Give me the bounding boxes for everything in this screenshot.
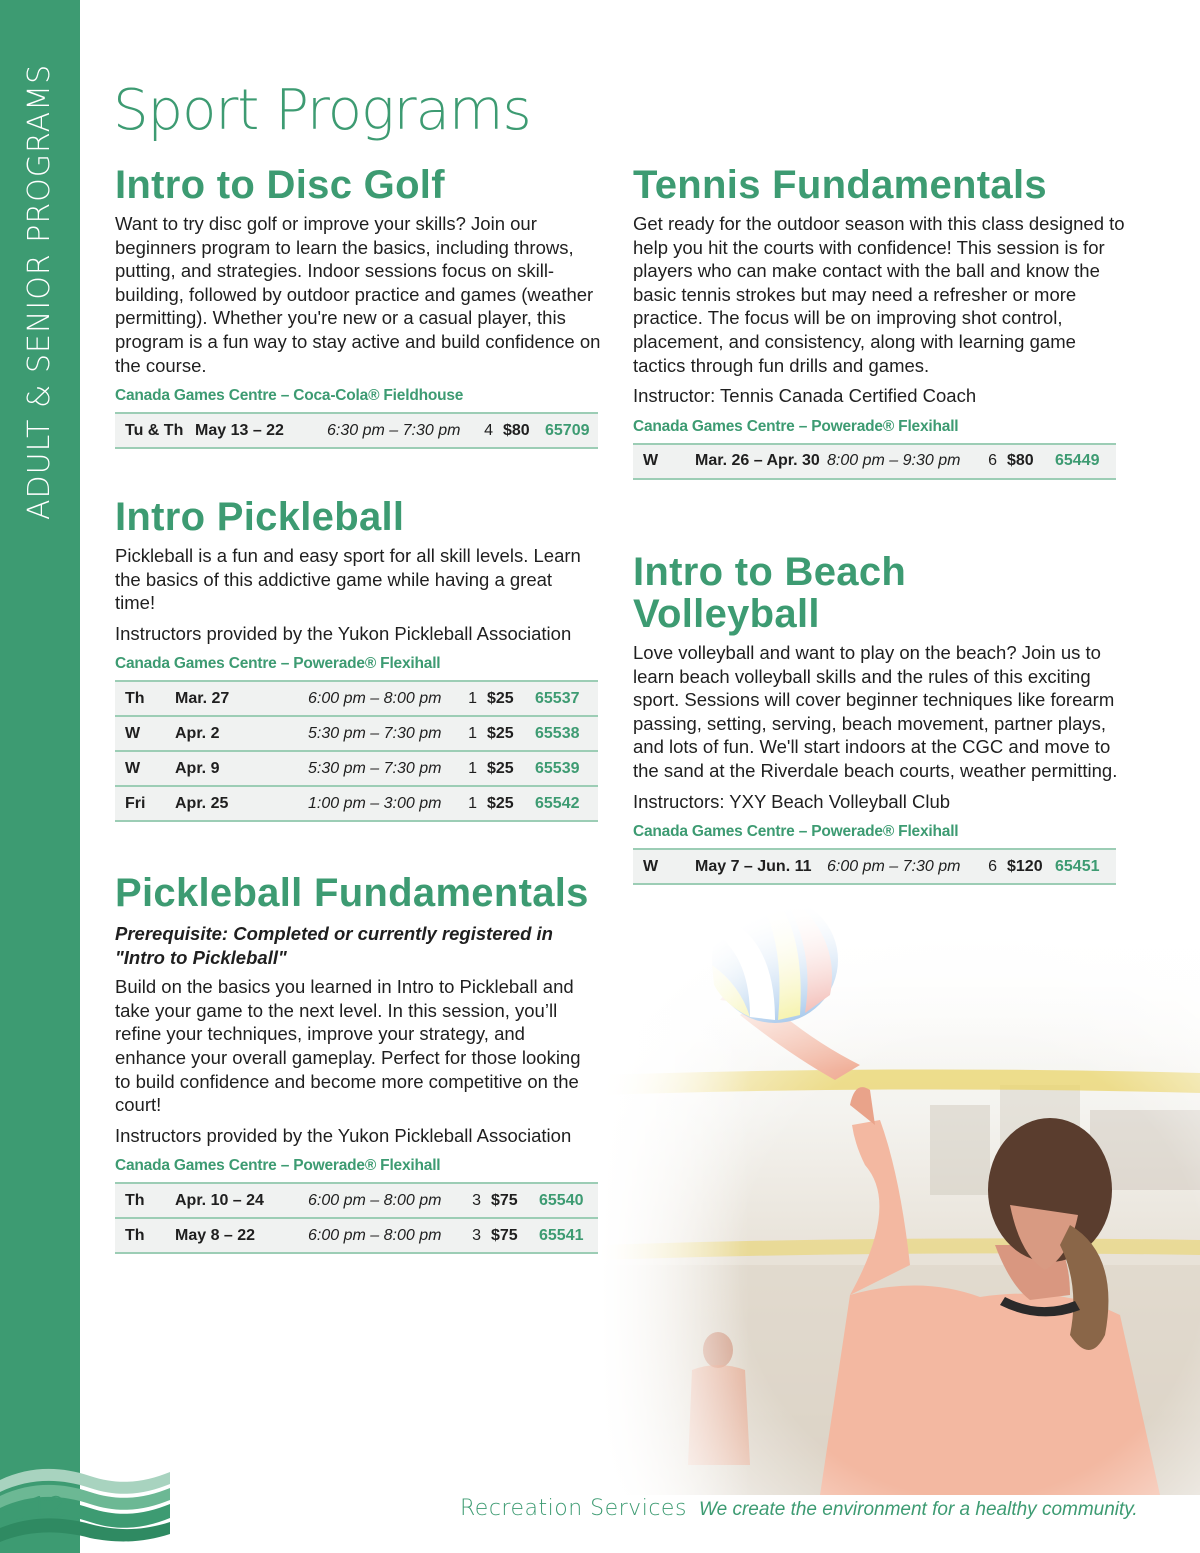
session-date: Apr. 2	[175, 716, 308, 751]
program-description: Build on the basics you learned in Intro to Pickleball and take your game to the next level. In this session, you’ll refine your techniques, improve your strategy, and enhance your overall gameplay. Perfect for those looking to build confidence and become more competitive on the court!	[115, 976, 581, 1116]
session-date: Apr. 25	[175, 786, 308, 821]
session-time: 6:00 pm – 8:00 pm	[308, 681, 453, 716]
session-price: $25	[487, 786, 535, 821]
table-row[interactable]	[115, 716, 598, 751]
session-date: Apr. 9	[175, 751, 308, 786]
page-number: 12	[30, 1490, 66, 1523]
program-beach-volleyball	[633, 551, 1133, 885]
program-title: Intro to Disc Golf	[115, 163, 445, 207]
session-date: May 7 – Jun. 11	[695, 849, 827, 884]
program-intro-pickleball	[115, 496, 615, 822]
session-day: W	[115, 751, 175, 786]
session-code: 65451	[1055, 849, 1116, 884]
page-title: Sport Programs	[113, 78, 531, 143]
session-count: 1	[453, 681, 487, 716]
session-count: 4	[467, 413, 503, 448]
table-row[interactable]	[115, 413, 598, 448]
session-count: 6	[967, 849, 1007, 884]
session-price: $120	[1007, 849, 1055, 884]
program-location: Canada Games Centre – Powerade® Flexihall	[633, 417, 959, 435]
session-date: Apr. 10 – 24	[175, 1183, 308, 1218]
schedule-table	[115, 680, 598, 822]
wave-decoration	[0, 1462, 170, 1542]
table-row[interactable]	[115, 786, 598, 821]
program-instructor: Instructors provided by the Yukon Pickleball Association	[115, 1124, 572, 1146]
session-date: May 13 – 22	[195, 413, 327, 448]
session-day: Th	[115, 681, 175, 716]
session-count: 6	[967, 444, 1007, 479]
program-tennis	[633, 164, 1133, 480]
session-code: 65539	[535, 751, 598, 786]
session-count: 1	[453, 786, 487, 821]
table-row[interactable]	[633, 849, 1116, 884]
session-code: 65709	[545, 413, 598, 448]
sidebar	[0, 0, 80, 1553]
table-row[interactable]	[115, 1218, 598, 1253]
session-time: 5:30 pm – 7:30 pm	[308, 751, 453, 786]
table-row[interactable]	[633, 444, 1116, 479]
table-row[interactable]	[115, 751, 598, 786]
schedule-table	[115, 412, 598, 449]
session-date: Mar. 27	[175, 681, 308, 716]
schedule-table	[115, 1182, 598, 1254]
session-day: W	[115, 716, 175, 751]
session-day: W	[633, 849, 695, 884]
footer	[460, 1495, 1138, 1521]
session-code: 65538	[535, 716, 598, 751]
session-count: 3	[453, 1218, 491, 1253]
program-location: Canada Games Centre – Powerade® Flexihall	[115, 1157, 441, 1175]
program-location: Canada Games Centre – Powerade® Flexihall	[633, 823, 959, 841]
volleyball-player-photo	[600, 905, 1200, 1495]
program-title: Intro Pickleball	[115, 495, 405, 539]
program-title-line1: Intro to Beach	[633, 550, 907, 594]
session-time: 6:00 pm – 8:00 pm	[308, 1218, 453, 1253]
program-description: Want to try disc golf or improve your skills? Join our beginners program to learn the basics, including throws, putting, and strategies. Indoor sessions focus on skill-building, followed by outdoor practice and games (weather permitting). Whether you're new or a casual player, this program is a fun way to stay active and build confidence on the course.	[115, 213, 601, 376]
session-time: 5:30 pm – 7:30 pm	[308, 716, 453, 751]
program-title	[633, 551, 1133, 635]
program-pickleball-fundamentals	[115, 872, 615, 1254]
session-day: Th	[115, 1218, 175, 1253]
session-time: 6:30 pm – 7:30 pm	[327, 413, 467, 448]
session-price: $25	[487, 751, 535, 786]
session-price: $25	[487, 681, 535, 716]
session-time: 8:00 pm – 9:30 pm	[827, 444, 967, 479]
section-label: ADULT & SENIOR PROGRAMS	[22, 63, 57, 520]
session-code: 65449	[1055, 444, 1116, 479]
program-instructor: Instructors provided by the Yukon Pickleball Association	[115, 622, 572, 644]
session-price: $25	[487, 716, 535, 751]
session-time: 6:00 pm – 7:30 pm	[827, 849, 967, 884]
session-day: Tu & Th	[115, 413, 195, 448]
footer-tagline: We create the environment for a healthy community.	[699, 1499, 1138, 1520]
program-description: Love volleyball and want to play on the beach? Join us to learn beach volleyball skills and the rules of this exciting sport. Sessions will cover beginner techniques like forearm passing, setting, serving, beach movement, partner plays, and lots of fun. We'll start indoors at the CGC and move to the sand at the Riverdale beach courts, weather permitting.	[633, 642, 1118, 781]
session-time: 1:00 pm – 3:00 pm	[308, 786, 453, 821]
session-price: $80	[503, 413, 545, 448]
schedule-table	[633, 848, 1116, 885]
program-description: Get ready for the outdoor season with this class designed to help you hit the courts with confidence! This session is for players who can make contact with the ball and know the basic tennis strokes but may need a refresher or more practice. The focus will be on improving shot control, placement, and consistency, along with learning game tactics through fun drills and games.	[633, 213, 1125, 376]
session-count: 1	[453, 751, 487, 786]
program-description: Pickleball is a fun and easy sport for all skill levels. Learn the basics of this addictive game while having a great time!	[115, 545, 581, 614]
session-price: $80	[1007, 444, 1055, 479]
program-title: Tennis Fundamentals	[633, 163, 1047, 207]
session-count: 3	[453, 1183, 491, 1218]
session-price: $75	[491, 1183, 539, 1218]
program-location: Canada Games Centre – Coca-Cola® Fieldhouse	[115, 387, 464, 405]
table-row[interactable]	[115, 681, 598, 716]
table-row[interactable]	[115, 1183, 598, 1218]
program-title: Pickleball Fundamentals	[115, 871, 589, 915]
schedule-table	[633, 443, 1116, 480]
program-title-line2: Volleyball	[633, 592, 820, 636]
session-count: 1	[453, 716, 487, 751]
session-code: 65542	[535, 786, 598, 821]
session-day: Th	[115, 1183, 175, 1218]
program-instructor: Instructors: YXY Beach Volleyball Club	[633, 790, 951, 812]
footer-brand: Recreation Services	[460, 1496, 687, 1521]
program-instructor: Instructor: Tennis Canada Certified Coach	[633, 385, 977, 407]
session-day: W	[633, 444, 695, 479]
session-date: May 8 – 22	[175, 1218, 308, 1253]
session-price: $75	[491, 1218, 539, 1253]
program-prerequisite: Prerequisite: Completed or currently registered in "Intro to Pickleball"	[115, 923, 553, 968]
session-day: Fri	[115, 786, 175, 821]
session-code: 65541	[539, 1218, 598, 1253]
program-disc-golf	[115, 164, 615, 449]
session-code: 65540	[539, 1183, 598, 1218]
session-date: Mar. 26 – Apr. 30	[695, 444, 827, 479]
session-code: 65537	[535, 681, 598, 716]
program-location: Canada Games Centre – Powerade® Flexihall	[115, 655, 441, 673]
session-time: 6:00 pm – 8:00 pm	[308, 1183, 453, 1218]
